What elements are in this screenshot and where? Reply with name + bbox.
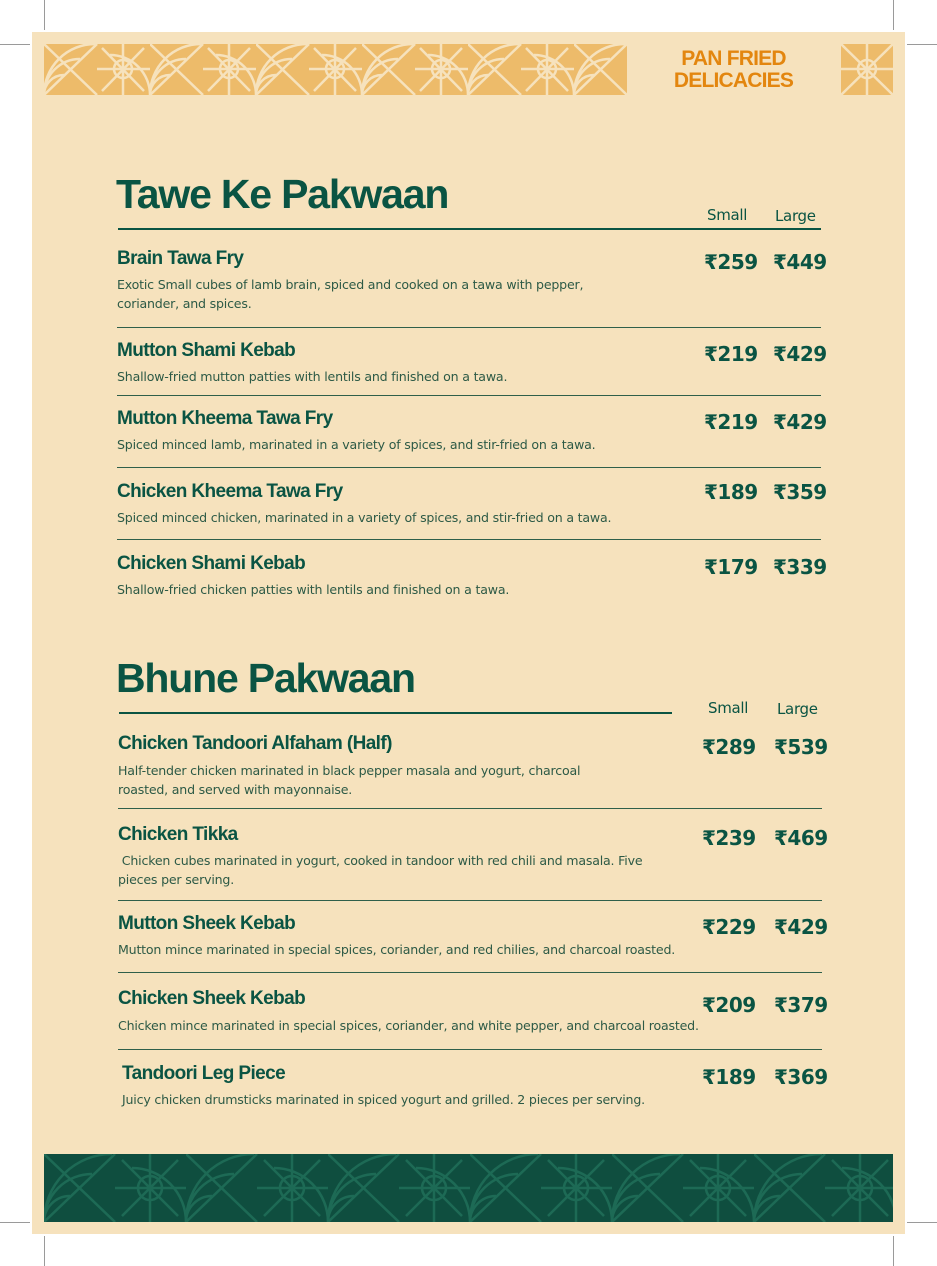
price-small: ₹239 xyxy=(702,826,756,850)
description-line: Juicy chicken drumsticks marinated in spiced yogurt and grilled. 2 pieces per serving. xyxy=(122,1092,645,1107)
price-large: ₹369 xyxy=(774,1065,828,1089)
description-line: Spiced minced chicken, marinated in a variety of spices, and stir-fried on a tawa. xyxy=(117,510,612,525)
description-line: pieces per serving. xyxy=(118,872,235,887)
menu-item-name: Chicken Tikka xyxy=(118,824,238,845)
price-small: ₹179 xyxy=(704,555,758,579)
menu-item-description xyxy=(117,508,611,527)
menu-item-name: Brain Tawa Fry xyxy=(117,248,244,269)
menu-item-name: Tandoori Leg Piece xyxy=(122,1063,286,1084)
menu-item-description xyxy=(118,940,675,959)
menu-item-description xyxy=(117,367,507,386)
column-header-large: Large xyxy=(777,700,818,718)
menu-item-name: Mutton Kheema Tawa Fry xyxy=(117,408,333,429)
crop-mark xyxy=(893,0,894,30)
description-line: Half-tender chicken marinated in black pepper masala and yogurt, charcoal xyxy=(118,763,581,778)
price-small: ₹219 xyxy=(704,410,758,434)
price-large: ₹429 xyxy=(774,915,828,939)
header-band xyxy=(44,44,893,95)
menu-item-description xyxy=(118,1016,699,1035)
section-divider xyxy=(119,712,672,714)
price-small: ₹189 xyxy=(704,480,758,504)
menu-page xyxy=(32,32,905,1234)
crop-mark xyxy=(44,1236,45,1266)
section-title: Tawe Ke Pakwaan xyxy=(116,171,449,217)
item-divider xyxy=(117,467,821,468)
item-divider xyxy=(117,395,821,396)
price-large: ₹429 xyxy=(773,342,827,366)
description-line: Chicken cubes marinated in yogurt, cooked in tandoor with red chili and masala. Five xyxy=(118,853,643,868)
menu-item-description xyxy=(117,435,596,454)
crop-mark xyxy=(907,1222,937,1223)
column-header-small: Small xyxy=(708,699,749,717)
price-large: ₹379 xyxy=(774,993,828,1017)
section-title: Bhune Pakwaan xyxy=(116,655,415,701)
crop-mark xyxy=(0,44,30,45)
description-line: Exotic Small cubes of lamb brain, spiced and cooked on a tawa with pepper, xyxy=(117,277,584,292)
price-small: ₹289 xyxy=(702,735,756,759)
description-line: Chicken mince marinated in special spices, coriander, and white pepper, and charcoal roasted. xyxy=(118,1018,699,1033)
description-line: roasted, and served with mayonnaise. xyxy=(118,782,353,797)
description-line: Shallow-fried mutton patties with lentils and finished on a tawa. xyxy=(117,369,508,384)
price-large: ₹359 xyxy=(773,480,827,504)
item-divider xyxy=(118,972,822,973)
tile-pattern-decoration xyxy=(44,1154,893,1222)
price-large: ₹339 xyxy=(773,555,827,579)
price-large: ₹449 xyxy=(773,250,827,274)
column-header-small: Small xyxy=(707,206,748,224)
menu-item-description xyxy=(117,275,583,313)
tile-pattern-decoration xyxy=(841,44,893,95)
menu-item-description xyxy=(122,1090,645,1109)
price-large: ₹469 xyxy=(774,826,828,850)
item-divider xyxy=(118,1049,822,1050)
price-large: ₹429 xyxy=(773,410,827,434)
menu-item-name: Mutton Shami Kebab xyxy=(117,340,296,361)
menu-item-description xyxy=(118,761,580,799)
category-title-line2: DELICACIES xyxy=(673,69,794,92)
price-small: ₹219 xyxy=(704,342,758,366)
description-line: Shallow-fried chicken patties with lentils and finished on a tawa. xyxy=(117,582,510,597)
price-small: ₹209 xyxy=(702,993,756,1017)
item-divider xyxy=(118,808,822,809)
description-line: coriander, and spices. xyxy=(117,296,252,311)
description-line: Mutton mince marinated in special spices, coriander, and red chilies, and charcoal roasted. xyxy=(118,942,676,957)
description-line: Spiced minced lamb, marinated in a variety of spices, and stir-fried on a tawa. xyxy=(117,437,596,452)
item-divider xyxy=(118,900,822,901)
column-header-large: Large xyxy=(775,207,816,225)
category-title xyxy=(627,44,840,95)
crop-mark xyxy=(907,44,937,45)
price-small: ₹189 xyxy=(702,1065,756,1089)
price-small: ₹259 xyxy=(704,250,758,274)
tile-pattern-decoration xyxy=(44,44,627,95)
menu-item-name: Chicken Sheek Kebab xyxy=(118,988,306,1009)
category-title-line1: PAN FRIED xyxy=(681,47,786,70)
crop-mark xyxy=(893,1236,894,1266)
price-small: ₹229 xyxy=(702,915,756,939)
menu-item-name: Chicken Kheema Tawa Fry xyxy=(117,481,343,502)
menu-item-name: Chicken Shami Kebab xyxy=(117,553,306,574)
item-divider xyxy=(117,539,821,540)
menu-item-name: Chicken Tandoori Alfaham (Half) xyxy=(118,733,392,754)
menu-item-name: Mutton Sheek Kebab xyxy=(118,913,296,934)
footer-band xyxy=(44,1154,893,1222)
price-large: ₹539 xyxy=(774,735,828,759)
menu-item-description xyxy=(118,851,642,889)
crop-mark xyxy=(0,1222,30,1223)
item-divider xyxy=(117,327,821,328)
crop-mark xyxy=(44,0,45,30)
section-divider xyxy=(118,228,821,230)
menu-item-description xyxy=(117,580,509,599)
